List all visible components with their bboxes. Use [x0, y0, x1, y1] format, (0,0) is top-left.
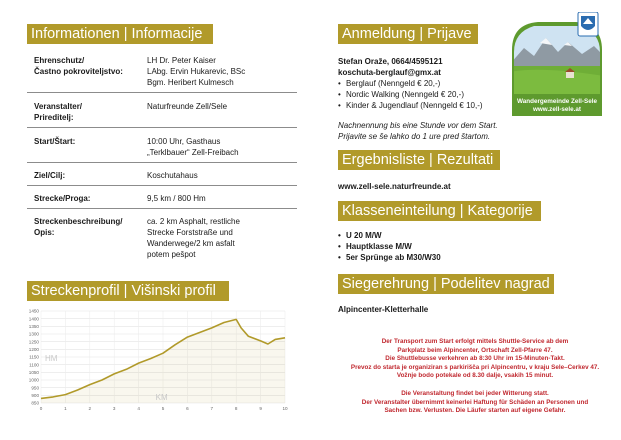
- x-tick-label: 1: [64, 406, 67, 411]
- contact-name: Stefan Oraže, 0664/4595121: [338, 57, 443, 66]
- list-item: • Hauptklasse M/W: [338, 241, 441, 252]
- table-row: [27, 128, 297, 163]
- y-tick-label: 1150: [29, 354, 39, 360]
- x-tick-label: 7: [210, 406, 214, 411]
- elevation-chart: [27, 305, 297, 417]
- y-tick-label: 900: [31, 392, 39, 398]
- x-tick-label: 2: [88, 406, 92, 411]
- table-row: [27, 93, 297, 128]
- table-row: [27, 163, 297, 186]
- y-tick-label: 1450: [28, 308, 39, 314]
- y-tick-label: 1400: [28, 316, 39, 322]
- y-tick-label: 1050: [28, 369, 39, 375]
- y-tick-label: 1300: [28, 331, 39, 337]
- x-tick-label: 9: [259, 406, 262, 411]
- badge-title: Wandergemeinde Zell-Sele: [517, 98, 597, 105]
- row-label: Streckenbeschreibung/ Opis:: [34, 217, 123, 237]
- profile-header: Streckenprofil | Višinski profil: [27, 281, 229, 301]
- y-tick-label: 1100: [29, 362, 39, 368]
- row-value: 10:00 Uhr, Gasthaus „Terklbauer“ Zell-Freibach: [147, 137, 239, 157]
- contact-block: [338, 56, 508, 111]
- list-item: • Kinder & Jugendlauf (Nenngeld € 10,-): [338, 100, 508, 111]
- row-value: ca. 2 km Asphalt, restliche Strecke Forststraße und Wanderwege/2 km asfalt potem pešpot: [147, 217, 240, 259]
- badge-url[interactable]: www.zell-sele.at: [532, 106, 582, 113]
- x-tick-label: 10: [282, 406, 288, 411]
- x-tick-label: 3: [112, 406, 116, 411]
- y-tick-label: 1200: [28, 346, 39, 352]
- row-value: LH Dr. Peter Kaiser LAbg. Ervin Hukarevic, BSc Bgm. Heribert Kulmesch: [147, 56, 246, 87]
- y-tick-label: 850: [31, 400, 39, 406]
- ceremony-venue: Alpincenter-Kletterhalle: [338, 305, 429, 314]
- x-tick-label: 0: [39, 406, 43, 411]
- row-value: 9,5 km / 800 Hm: [147, 194, 206, 203]
- fee-list: [338, 78, 508, 111]
- registration-header: Anmeldung | Prijave: [338, 24, 478, 44]
- table-row: [27, 50, 297, 93]
- contact-email[interactable]: koschuta-berglauf@gmx.at: [338, 68, 441, 77]
- table-row: [27, 186, 297, 209]
- row-value: Koschutahaus: [147, 171, 198, 180]
- x-tick-label: 6: [186, 406, 189, 411]
- ceremony-header: Siegerehrung | Podelitev nagrad: [338, 274, 554, 294]
- table-row: [27, 209, 297, 264]
- results-header: Ergebnisliste | Rezultati: [338, 150, 500, 170]
- list-item: • 5er Sprünge ab M30/W30: [338, 252, 441, 263]
- y-tick-label: 1250: [28, 339, 39, 345]
- transport-info: Der Transport zum Start erfolgt mittels Shuttle-Service ab dem Parkplatz beim Alpincenter, Ortschaft Zell-Pfarre 47. Die Shuttlebusse verkehren ab 8:30 Uhr im 15-Minuten-Takt. Prevoz do starta je organiziran s parkirišča pri Alpincentru, v kraju Sele–Cerkev 47. Vožnje bodo potekale od 8.30 dalje, vsakih 15 minut.: [350, 338, 600, 380]
- late-registration-note: Nachnennung bis eine Stunde vor dem Start. Prijavite se še lahko do 1 ure pred štartom.: [338, 121, 498, 141]
- results-link[interactable]: www.zell-sele.naturfreunde.at: [338, 182, 451, 191]
- row-label: Veranstalter/ Prireditelj:: [34, 102, 83, 122]
- y-tick-label: 1000: [28, 377, 39, 383]
- row-value: Naturfreunde Zell/Sele: [147, 102, 228, 111]
- classes-header: Klasseneinteilung | Kategorije: [338, 201, 541, 221]
- list-item: • Nordic Walking (Nenngeld € 20,-): [338, 89, 508, 100]
- info-header: Informationen | Informacije: [27, 24, 213, 44]
- list-item: • U 20 M/W: [338, 230, 441, 241]
- y-axis-label: HM: [45, 353, 58, 363]
- row-label: Strecke/Proga:: [34, 194, 91, 203]
- row-label: Ziel/Cilj:: [34, 171, 66, 180]
- y-tick-label: 1350: [28, 323, 39, 329]
- row-label: Start/Štart:: [34, 137, 76, 146]
- row-label: Ehrenschutz/ Častno pokroviteljstvo:: [34, 56, 123, 76]
- list-item: • Berglauf (Nenngeld € 20,-): [338, 78, 508, 89]
- x-axis-label: KM: [155, 393, 168, 402]
- info-table: [27, 50, 297, 264]
- x-tick-label: 5: [161, 406, 165, 411]
- x-tick-label: 4: [137, 406, 140, 411]
- x-tick-label: 8: [234, 406, 238, 411]
- y-tick-label: 950: [31, 385, 39, 391]
- disclaimer: Die Veranstaltung findet bei jeder Witterung statt. Der Veranstalter übernimmt keinerlei Haftung für Schäden an Personen und Sachen bzw. Verlusten. Die Läufer starten auf eigene Gefahr.: [361, 390, 589, 415]
- class-list: [338, 230, 441, 263]
